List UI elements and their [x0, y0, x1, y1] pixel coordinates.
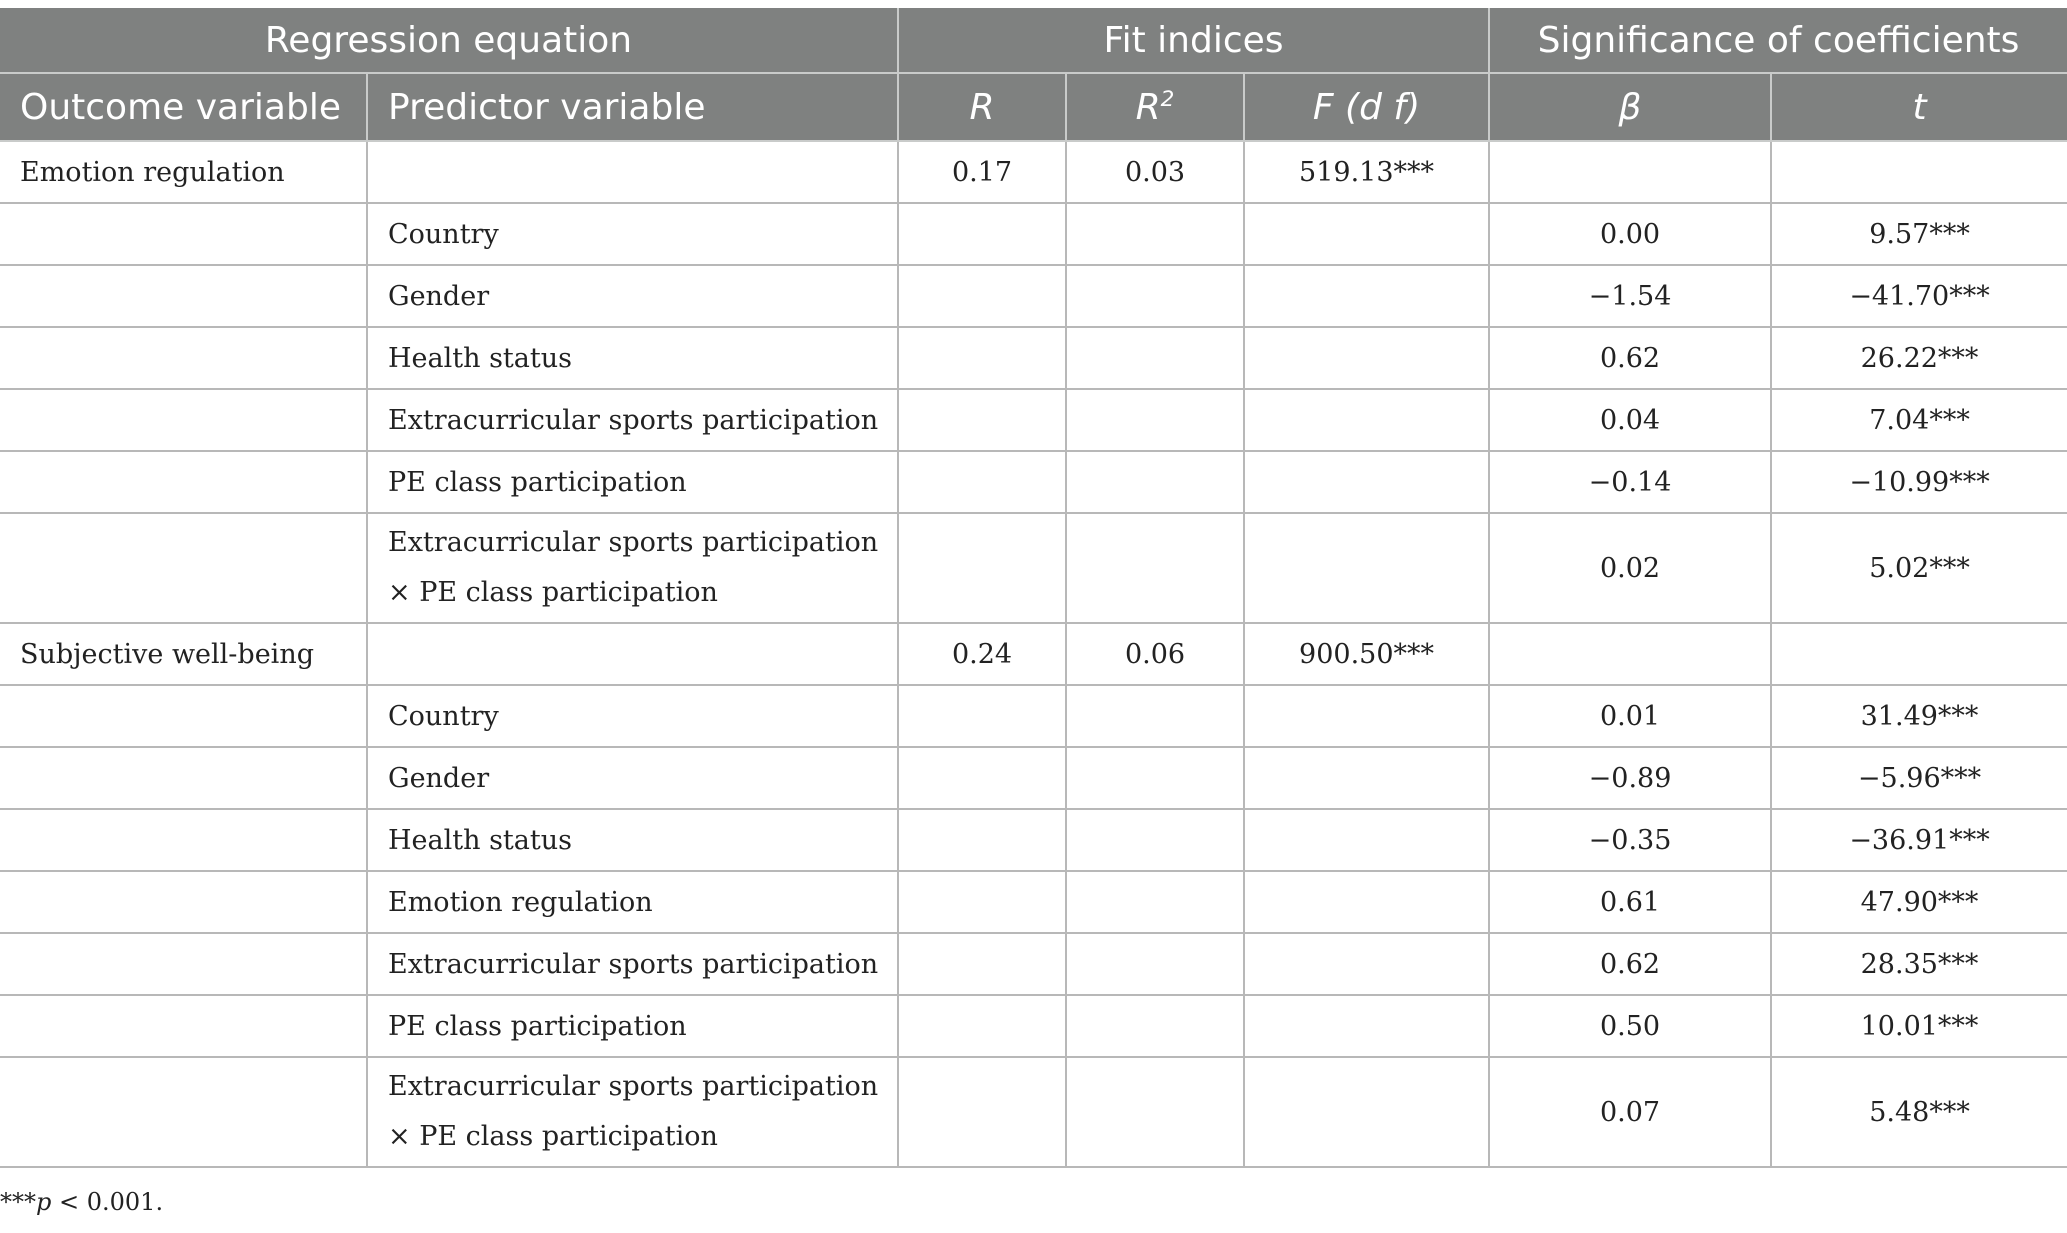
cell-r2: [1066, 809, 1244, 871]
r2-superscript: 2: [1160, 86, 1175, 112]
cell-r2: [1066, 1057, 1244, 1167]
cell-t: 9.57***: [1771, 203, 2067, 265]
cell-r: [898, 871, 1066, 933]
cell-outcome: [0, 871, 367, 933]
header-column-row: [0, 73, 2067, 141]
table-row: [0, 995, 2067, 1057]
cell-t: −36.91***: [1771, 809, 2067, 871]
col-outcome-variable: Outcome variable: [0, 73, 367, 141]
cell-predictor: Extracurricular sports participation × PE class participation: [367, 513, 898, 623]
cell-beta: 0.50: [1489, 995, 1771, 1057]
cell-beta: 0.00: [1489, 203, 1771, 265]
table-footnote: [0, 1188, 163, 1216]
cell-f: [1244, 451, 1489, 513]
table-row: [0, 933, 2067, 995]
table-row: [0, 871, 2067, 933]
cell-predictor: Gender: [367, 265, 898, 327]
cell-predictor: Extracurricular sports participation × PE class participation: [367, 1057, 898, 1167]
table-row: [0, 513, 2067, 623]
cell-r2: [1066, 203, 1244, 265]
cell-t: −41.70***: [1771, 265, 2067, 327]
cell-beta: 0.07: [1489, 1057, 1771, 1167]
cell-r: 0.17: [898, 141, 1066, 203]
regression-table-container: [0, 8, 2067, 1168]
cell-r: [898, 327, 1066, 389]
cell-outcome: [0, 809, 367, 871]
cell-t: [1771, 623, 2067, 685]
cell-t: 28.35***: [1771, 933, 2067, 995]
cell-t: [1771, 141, 2067, 203]
cell-t: 5.02***: [1771, 513, 2067, 623]
cell-f: [1244, 809, 1489, 871]
cell-r2: [1066, 327, 1244, 389]
cell-outcome: [0, 995, 367, 1057]
cell-predictor: Health status: [367, 809, 898, 871]
header-fit-indices: Fit indices: [898, 8, 1489, 73]
cell-r: 0.24: [898, 623, 1066, 685]
cell-r: [898, 933, 1066, 995]
cell-predictor: Country: [367, 203, 898, 265]
cell-t: −5.96***: [1771, 747, 2067, 809]
footnote-text: < 0.001.: [51, 1188, 164, 1216]
table-row: [0, 203, 2067, 265]
cell-beta: 0.04: [1489, 389, 1771, 451]
col-predictor-variable: Predictor variable: [367, 73, 898, 141]
cell-predictor: [367, 623, 898, 685]
col-beta: β: [1489, 73, 1771, 141]
cell-t: 26.22***: [1771, 327, 2067, 389]
cell-r2: [1066, 685, 1244, 747]
cell-predictor: Extracurricular sports participation: [367, 389, 898, 451]
cell-predictor: Emotion regulation: [367, 871, 898, 933]
cell-r: [898, 265, 1066, 327]
cell-f: [1244, 995, 1489, 1057]
cell-outcome: Subjective well-being: [0, 623, 367, 685]
table-row: [0, 809, 2067, 871]
cell-predictor: [367, 141, 898, 203]
cell-beta: 0.61: [1489, 871, 1771, 933]
cell-f: [1244, 513, 1489, 623]
regression-table: [0, 8, 2067, 1168]
cell-t: 7.04***: [1771, 389, 2067, 451]
col-r: R: [898, 73, 1066, 141]
cell-outcome: [0, 389, 367, 451]
cell-predictor: PE class participation: [367, 995, 898, 1057]
cell-r2: [1066, 389, 1244, 451]
cell-f: [1244, 203, 1489, 265]
table-row: [0, 265, 2067, 327]
cell-beta: 0.62: [1489, 327, 1771, 389]
cell-r: [898, 513, 1066, 623]
cell-beta: [1489, 623, 1771, 685]
cell-t: 5.48***: [1771, 1057, 2067, 1167]
cell-r: [898, 389, 1066, 451]
cell-outcome: [0, 203, 367, 265]
cell-r: [898, 203, 1066, 265]
footnote-stars: ***: [0, 1188, 36, 1216]
cell-outcome: [0, 747, 367, 809]
cell-r: [898, 451, 1066, 513]
cell-r2: [1066, 933, 1244, 995]
table-body: [0, 141, 2067, 1167]
cell-predictor: Country: [367, 685, 898, 747]
cell-t: 31.49***: [1771, 685, 2067, 747]
col-r-squared: [1066, 73, 1244, 141]
cell-predictor: Health status: [367, 327, 898, 389]
cell-outcome: [0, 513, 367, 623]
cell-t: −10.99***: [1771, 451, 2067, 513]
r2-base: R: [1135, 86, 1161, 128]
cell-f: [1244, 933, 1489, 995]
cell-r: [898, 809, 1066, 871]
cell-outcome: [0, 1057, 367, 1167]
cell-beta: −0.35: [1489, 809, 1771, 871]
cell-r2: [1066, 747, 1244, 809]
cell-beta: 0.01: [1489, 685, 1771, 747]
cell-f: [1244, 327, 1489, 389]
footnote-p: p: [36, 1188, 52, 1216]
table-row: [0, 389, 2067, 451]
cell-outcome: [0, 933, 367, 995]
cell-beta: −1.54: [1489, 265, 1771, 327]
cell-beta: −0.89: [1489, 747, 1771, 809]
cell-r2: [1066, 451, 1244, 513]
cell-r: [898, 747, 1066, 809]
cell-f: [1244, 871, 1489, 933]
cell-r2: [1066, 265, 1244, 327]
cell-f: [1244, 389, 1489, 451]
cell-r: [898, 685, 1066, 747]
cell-beta: 0.02: [1489, 513, 1771, 623]
table-row: [0, 747, 2067, 809]
cell-predictor: Extracurricular sports participation: [367, 933, 898, 995]
header-group-row: [0, 8, 2067, 73]
header-regression-equation: Regression equation: [0, 8, 898, 73]
cell-r2: 0.06: [1066, 623, 1244, 685]
cell-f: 519.13***: [1244, 141, 1489, 203]
table-row: [0, 327, 2067, 389]
cell-r2: [1066, 513, 1244, 623]
cell-f: [1244, 747, 1489, 809]
table-row: [0, 141, 2067, 203]
cell-f: 900.50***: [1244, 623, 1489, 685]
table-row: [0, 685, 2067, 747]
cell-f: [1244, 265, 1489, 327]
table-row: [0, 451, 2067, 513]
cell-f: [1244, 1057, 1489, 1167]
cell-outcome: [0, 265, 367, 327]
cell-f: [1244, 685, 1489, 747]
cell-r2: [1066, 995, 1244, 1057]
cell-beta: [1489, 141, 1771, 203]
table-row: [0, 623, 2067, 685]
cell-outcome: Emotion regulation: [0, 141, 367, 203]
cell-beta: −0.14: [1489, 451, 1771, 513]
cell-t: 47.90***: [1771, 871, 2067, 933]
cell-r2: 0.03: [1066, 141, 1244, 203]
cell-beta: 0.62: [1489, 933, 1771, 995]
cell-r: [898, 1057, 1066, 1167]
cell-predictor: Gender: [367, 747, 898, 809]
cell-predictor: PE class participation: [367, 451, 898, 513]
cell-outcome: [0, 451, 367, 513]
cell-outcome: [0, 327, 367, 389]
cell-r: [898, 995, 1066, 1057]
table-row: [0, 1057, 2067, 1167]
header-significance: Significance of coefficients: [1489, 8, 2067, 73]
col-t: t: [1771, 73, 2067, 141]
cell-t: 10.01***: [1771, 995, 2067, 1057]
col-f-df: F (d f): [1244, 73, 1489, 141]
cell-outcome: [0, 685, 367, 747]
cell-r2: [1066, 871, 1244, 933]
